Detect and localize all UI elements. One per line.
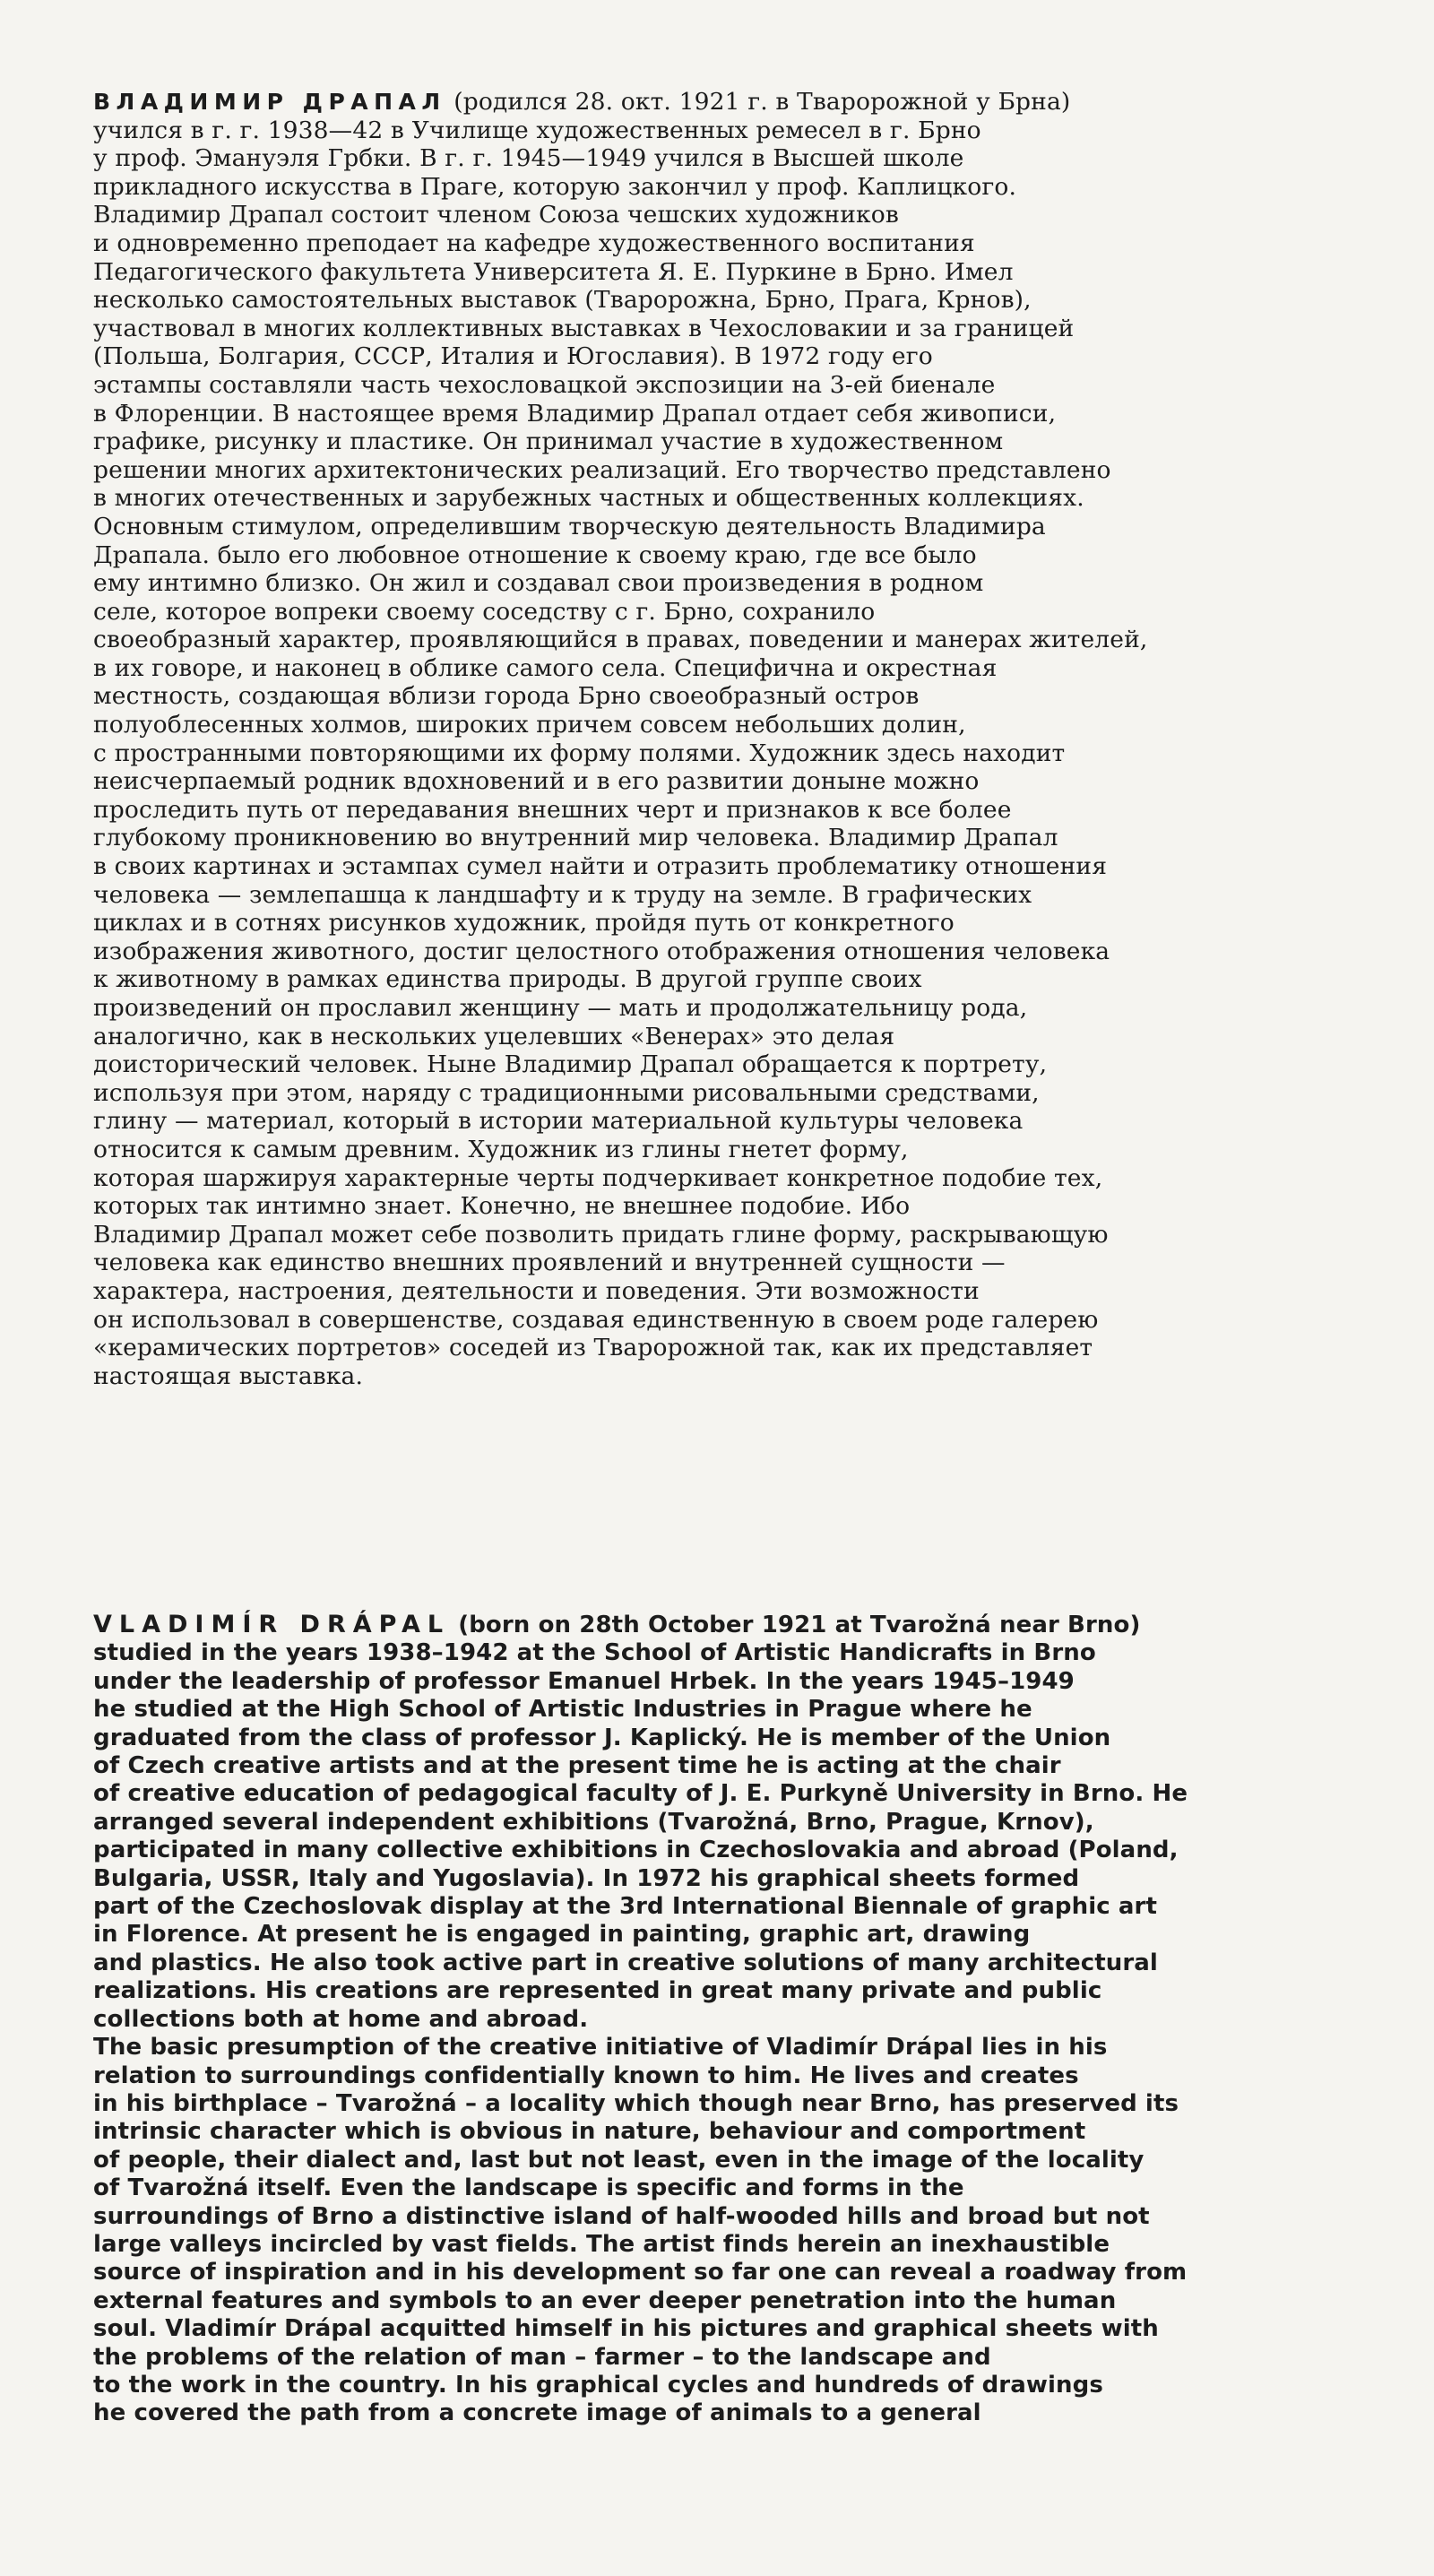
russian-line: «керамических портретов» соседей из Тваророжной так, как их представляет [93,1334,1093,1362]
russian-line: Владимир Драпал может себе позволить придать глине форму, раскрывающую [93,1220,1109,1249]
english-line: under the leadership of professor Emanuel Hrbek. In the years 1945–1949 [93,1667,1075,1695]
russian-line: он использовал в совершенстве, создавая единственную в своем роде галерею [93,1305,1099,1334]
english-line: Bulgaria, USSR, Italy and Yugoslavia). In 1972 his graphical sheets formed [93,1864,1080,1892]
english-text-block [93,1611,1348,2428]
russian-line: проследить путь от передавания внешних черт и признаков к все более [93,795,1012,824]
russian-line: произведений он прославил женщину — мать и продолжательницу рода, [93,994,1028,1022]
english-line: he studied at the High School of Artistic Industries in Prague where he [93,1696,1032,1724]
russian-first-line [93,88,1348,117]
russian-line: характера, настроения, деятельности и поведения. Эти возможности [93,1276,980,1305]
english-line: part of the Czechoslovak display at the 3rd International Biennale of graphic art [93,1893,1157,1921]
russian-line: Драпала. было его любовное отношение к своему краю, где все было [93,540,977,569]
russian-line: Основным стимулом, определившим творческую деятельность Владимира [93,512,1046,540]
english-line: intrinsic character which is obvious in nature, behaviour and comportment [93,2118,1086,2146]
russian-line: глину — материал, который в истории материальной культуры человека [93,1107,1024,1136]
english-line: of people, their dialect and, last but not least, even in the image of the locality [93,2146,1145,2174]
russian-line: ему интимно близко. Он жил и создавал свои произведения в родном [93,569,984,598]
russian-line: эстампы составляли часть чехословацкой экспозиции на 3-ей биенале [93,370,996,399]
english-line: and plastics. He also took active part in creative solutions of many architectural [93,1949,1158,1976]
russian-line: которая шаржируя характерные черты подчеркивает конкретное подобие тех, [93,1163,1103,1192]
russian-line: прикладного искусства в Праге, которую закончил у проф. Каплицкого. [93,172,1017,201]
russian-line: (родился 28. окт. 1921 г. в Тваророжной у Брна) [445,88,1071,116]
russian-line: глубокому проникновению во внутренний мир человека. Владимир Драпал [93,824,1058,852]
english-line: (born on 28th October 1921 at Tvarožná near Brno) [450,1612,1141,1638]
russian-line: аналогично, как в нескольких уцелевших «Венерах» это делая [93,1022,895,1050]
russian-line: Педагогического факультета Университета Я. Е. Пуркине в Брно. Имел [93,257,1014,286]
english-line: studied in the years 1938–1942 at the School of Artistic Handicrafts in Brno [93,1639,1096,1667]
russian-line: человека — землепашца к ландшафту и к труду на земле. В графических [93,880,1032,909]
russian-text-block [93,88,1348,1390]
english-line: of Tvarožná itself. Even the landscape is specific and forms in the [93,2174,964,2202]
russian-line: у проф. Эмануэля Грбки. В г. г. 1945—1949 учился в Высшей школе [93,144,964,173]
russian-line: Владимир Драпал состоит членом Союза чешских художников [93,201,899,229]
russian-line: доисторический человек. Ныне Владимир Драпал обращается к портрету, [93,1050,1048,1079]
russian-line: которых так интимно знает. Конечно, не внешнее подобие. Ибо [93,1192,911,1221]
russian-line: в их говоре, и наконец в облике самого села. Специфична и окрестная [93,653,998,682]
russian-line: человека как единство внешних проявлений и внутренней сущности — [93,1249,1006,1277]
english-line: large valleys incircled by vast fields. The artist finds herein an inexhaustible [93,2230,1110,2258]
russian-line: селе, которое вопреки своему соседству с г. Брно, сохранило [93,597,876,626]
english-line: The basic presumption of the creative initiative of Vladimír Drápal lies in his [93,2034,1108,2062]
english-first-line [93,1611,1348,1639]
english-line: participated in many collective exhibitions in Czechoslovakia and abroad (Poland, [93,1837,1179,1864]
russian-line: в своих картинах и эстампах сумел найти и отразить проблематику отношения [93,852,1108,881]
english-line: the problems of the relation of man – farmer – to the landscape and [93,2343,991,2371]
russian-line: учился в г. г. 1938—42 в Училище художественных ремесел в г. Брно [93,116,981,144]
russian-line: неисчерпаемый родник вдохновений и в его развитии доныне можно [93,767,980,796]
russian-line: решении многих архитектонических реализаций. Его творчество представлено [93,455,1111,484]
russian-line: несколько самостоятельных выставок (Тваророжна, Брно, Прага, Крнов), [93,286,1032,315]
russian-line: с пространными повторяющими их форму полями. Художник здесь находит [93,739,1066,767]
english-line: to the work in the country. In his graphical cycles and hundreds of drawings [93,2371,1103,2399]
english-line: source of inspiration and in his development so far one can reveal a roadway from [93,2259,1188,2286]
russian-line: и одновременно преподает на кафедре художественного воспитания [93,229,975,257]
russian-line: настоящая выставка. [93,1361,364,1390]
english-line: in his birthplace – Tvarožná – a locality which though near Brno, has preserved its [93,2089,1179,2117]
russian-line: (Польша, Болгария, СССР, Италия и Югославия). В 1972 году его [93,342,933,371]
russian-line: изображения животного, достиг целостного отображения отношения человека [93,937,1110,965]
english-line: in Florence. At present he is engaged in painting, graphic art, drawing [93,1921,1031,1949]
english-line: of creative education of pedagogical faculty of J. E. Purkyně University in Brno. He [93,1780,1188,1808]
english-line: realizations. His creations are represented in great many private and public [93,1977,1102,2005]
russian-line: полуоблесенных холмов, широких причем совсем небольших долин, [93,711,966,739]
english-line: collections both at home and abroad. [93,2005,589,2033]
english-line: soul. Vladimír Drápal acquitted himself in his pictures and graphical sheets with [93,2315,1159,2343]
russian-line: циклах и в сотнях рисунков художник, пройдя путь от конкретного [93,909,955,938]
english-line: of Czech creative artists and at the present time he is acting at the chair [93,1752,1061,1780]
english-line: external features and symbols to an ever deeper penetration into the human [93,2286,1117,2314]
english-line: graduated from the class of professor J. Kaplický. He is member of the Union [93,1724,1111,1751]
russian-line: в многих отечественных и зарубежных частных и общественных коллекциях. [93,484,1084,513]
russian-line: относится к самым древним. Художник из глины гнетет форму, [93,1135,909,1163]
russian-line: графике, рисунку и пластике. Он принимал участие в художественном [93,428,1004,456]
russian-line: используя при этом, наряду с традиционными рисовальными средствами, [93,1078,1040,1107]
english-line: arranged several independent exhibitions (Tvarožná, Brno, Prague, Krnov), [93,1808,1094,1836]
russian-line: участвовал в многих коллективных выставках в Чехословакии и за границей [93,314,1075,342]
russian-line: к животному в рамках единства природы. В другой группе своих [93,965,922,994]
english-line: relation to surroundings confidentially known to him. He lives and creates [93,2062,1079,2089]
russian-artist-name: ВЛАДИМИР ДРАПАЛ [93,89,446,115]
english-artist-name: VLADIMÍR DRÁPAL [93,1611,451,1638]
russian-line: в Флоренции. В настоящее время Владимир Драпал отдает себя живописи, [93,399,1057,428]
english-line: surroundings of Brno a distinctive island of half-wooded hills and broad but not [93,2202,1150,2230]
russian-line: местность, создающая вблизи города Брно своеобразный остров [93,682,920,711]
english-line: he covered the path from a concrete image of animals to a general [93,2399,981,2427]
russian-line: своеобразный характер, проявляющийся в правах, поведении и манерах жителей, [93,626,1148,654]
